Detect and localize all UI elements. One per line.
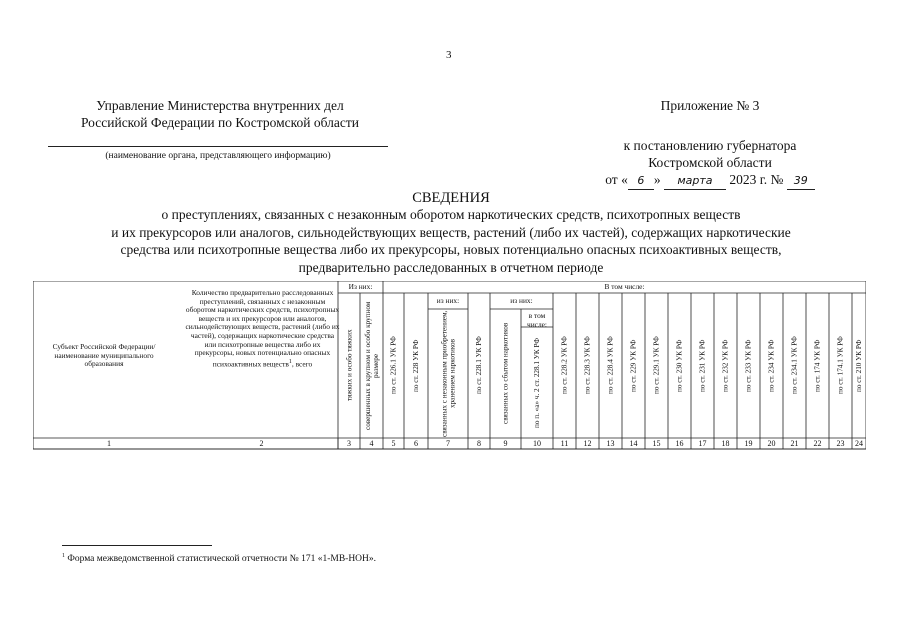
col18-header: по ст. 232 УК РФ	[721, 339, 730, 392]
footnote-separator	[62, 545, 212, 546]
colnum-18: 18	[721, 439, 730, 448]
date-mid: »	[653, 172, 661, 187]
date-number: 39	[787, 172, 815, 190]
date-day: 6	[628, 172, 654, 190]
page-number: 3	[446, 49, 452, 61]
organization-caption: (наименование органа, представляющего информацию)	[105, 151, 331, 161]
col11-header: по ст. 228.2 УК РФ	[560, 336, 569, 395]
col6-header: по ст. 228 УК РФ	[412, 339, 420, 392]
document-subtitle	[50, 206, 852, 276]
colnum-24: 24	[855, 439, 863, 448]
colnum-12: 12	[583, 439, 592, 448]
col5-header: по ст. 226.1 УК РФ	[389, 336, 398, 395]
date-year: 2023 г. №	[729, 172, 784, 187]
colnum-20: 20	[767, 439, 776, 448]
v-tom-chisle-sub: в том числе:	[527, 311, 547, 329]
colnum-3: 3	[347, 439, 351, 448]
col2-header-text: Количество предварительно расследованных преступлений, связанных с незаконным оборотом наркотических средств, психотропных веществ и их прекурсоров или аналогов, сильнодействующих веществ, растений (либо их частей), содержащих наркотические средства или психотропные вещества либо их прекурсоры, новых потенциально опасных психоактивных веществ	[185, 288, 340, 369]
col20-header: по ст. 234 УК РФ	[767, 339, 776, 392]
colnum-21: 21	[790, 439, 799, 448]
col10-header: по п. «а» ч. 2 ст. 228.1 УК РФ	[533, 337, 541, 428]
colnum-6: 6	[414, 439, 418, 448]
colnum-1: 1	[107, 439, 111, 448]
col17-header: по ст. 231 УК РФ	[698, 339, 707, 392]
col4-header: совершенных в крупном и особо крупном размере	[364, 301, 380, 430]
col14-header: по ст. 229 УК РФ	[629, 339, 638, 392]
col22-header: по ст. 174 УК РФ	[813, 339, 822, 392]
footnote-text: Форма межведомственной статистической отчетности № 171 «1-МВ-НОН».	[67, 554, 377, 565]
colnum-14: 14	[629, 439, 638, 448]
col21-header: по ст. 234.1 УК РФ	[790, 336, 799, 395]
appendix-date	[560, 171, 860, 190]
colnum-2: 2	[259, 439, 264, 448]
colnum-7: 7	[446, 439, 450, 448]
col7-header: связанных с незаконным приобретением, хранением наркотиков	[440, 310, 457, 437]
colnum-4: 4	[369, 439, 374, 448]
colnum-23: 23	[836, 439, 845, 448]
organization-underline	[48, 146, 388, 147]
appendix-line2: Костромской области	[648, 155, 772, 170]
colnum-8: 8	[477, 439, 481, 448]
appendix-line1: к постановлению губернатора	[623, 138, 797, 153]
col8-header: по ст. 228.1 УК РФ	[475, 336, 483, 395]
date-month: марта	[664, 172, 726, 190]
date-prefix: от «	[605, 172, 628, 187]
colnum-16: 16	[675, 439, 684, 448]
subtitle-line1: о преступлениях, связанных с незаконным оборотом наркотических средств, психотропных веществ	[161, 207, 741, 222]
document-title: СВЕДЕНИЯ	[412, 190, 490, 206]
colnum-19: 19	[744, 439, 753, 448]
colnum-13: 13	[606, 439, 615, 448]
appendix-block	[560, 137, 860, 190]
col15-header: по ст. 229.1 УК РФ	[652, 336, 661, 395]
v-tom-chisle-header: В том числе:	[604, 282, 645, 291]
footnote	[62, 553, 376, 564]
col2-footnote-mark: 1	[288, 358, 292, 365]
appendix-title: Приложение № 3	[660, 98, 760, 113]
colnum-15: 15	[652, 439, 661, 448]
col16-header: по ст. 230 УК РФ	[675, 339, 684, 392]
colnum-22: 22	[813, 439, 822, 448]
organization-line1: Управление Министерства внутренних дел	[96, 98, 344, 113]
iz-nih-sub-b: из них:	[510, 296, 533, 305]
colnum-5: 5	[391, 439, 396, 448]
iz-nih-sub-a: из них:	[436, 296, 460, 305]
organization-name	[40, 97, 400, 131]
subtitle-line4: предварительно расследованных в отчетном периоде	[298, 259, 604, 275]
colnum-10: 10	[533, 439, 541, 448]
col13-header: по ст. 228.4 УК РФ	[606, 336, 615, 395]
col1-header: Субъект Российской Федерации/ наименование муниципального образования	[52, 342, 156, 369]
col9-header: связанных со сбытом наркотиков	[501, 322, 510, 425]
subtitle-line2: и их прекурсоров или аналогов, сильнодействующих веществ, растений (либо их частей), содержащих наркотические	[111, 224, 791, 240]
iz-nih-header: Из них:	[348, 282, 373, 291]
organization-line2: Российской Федерации по Костромской области	[81, 115, 359, 130]
subtitle-line3: средства или психотропные вещества либо их прекурсоры, новых потенциально опасных психоактивных веществ,	[120, 242, 782, 257]
statistics-table	[33, 281, 866, 450]
colnum-9: 9	[503, 439, 508, 448]
colnum-17: 17	[698, 439, 707, 448]
col19-header: по ст. 233 УК РФ	[744, 339, 753, 392]
col23-header: по ст. 174.1 УК РФ	[836, 336, 845, 395]
footnote-mark: 1	[62, 553, 65, 559]
col3-header: тяжких и особо тяжких	[345, 329, 354, 402]
colnum-11: 11	[560, 439, 569, 448]
col2-header-tail: , всего	[291, 359, 313, 369]
col12-header: по ст. 228.3 УК РФ	[583, 336, 592, 395]
col2-header	[185, 289, 340, 369]
col24-header: по ст. 210 УК РФ	[855, 339, 863, 392]
